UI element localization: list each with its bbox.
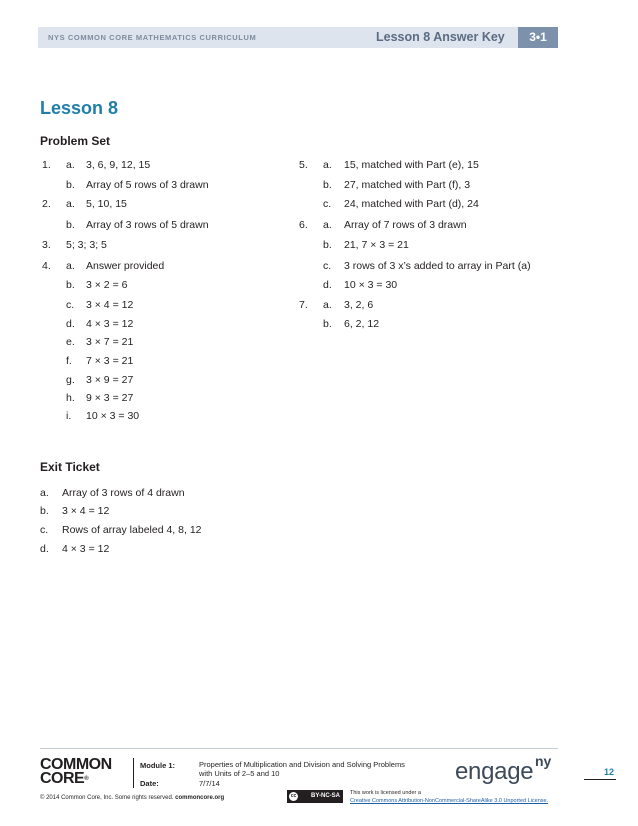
problem-number: 6.: [299, 219, 308, 231]
part-label: a.: [323, 219, 332, 231]
part-label: c.: [323, 260, 332, 272]
answer-text: 21, 7 × 3 = 21: [344, 239, 409, 251]
answer-text: 10 × 3 = 30: [344, 279, 398, 291]
cc-icon: cc: [290, 793, 297, 799]
part-label: b.: [66, 279, 75, 291]
license-link[interactable]: Creative Commons Attribution-NonCommercial-ShareAlike 3.0 Unported License.: [350, 798, 549, 804]
module-text-line-1: Properties of Multiplication and Division and Solving Problems: [199, 760, 405, 769]
footer-rule: [40, 748, 558, 749]
answer-text: Array of 7 rows of 3 drawn: [344, 219, 467, 231]
page-number-underline: [584, 779, 616, 780]
logo-line-1: COMMON: [40, 756, 112, 773]
page-number: 12: [603, 767, 614, 777]
answer-text: 3 × 2 = 6: [86, 279, 128, 291]
curriculum-title: NYS COMMON CORE MATHEMATICS CURRICULUM: [48, 33, 257, 42]
part-label: c.: [40, 524, 49, 536]
license-text: This work is licensed under a: [350, 790, 421, 796]
problem-number: 4.: [42, 260, 51, 272]
answer-text: 9 × 3 = 27: [86, 392, 134, 404]
answer-text: 15, matched with Part (e), 15: [344, 159, 479, 171]
date-value: 7/7/14: [199, 779, 220, 788]
problem-number: 1.: [42, 159, 51, 171]
problem-number: 2.: [42, 198, 51, 210]
problem-number: 7.: [299, 299, 308, 311]
part-label: c.: [323, 198, 332, 210]
module-label: Module 1:: [140, 761, 175, 770]
date-label: Date:: [140, 779, 159, 788]
answer-text: 3, 6, 9, 12, 15: [86, 159, 151, 171]
copyright-site-link[interactable]: commoncore.org: [175, 795, 225, 801]
part-label: b.: [40, 505, 49, 517]
engageny-logo-ny: ny: [535, 753, 552, 769]
answer-text: 27, matched with Part (f), 3: [344, 179, 471, 191]
answer-text: 3, 2, 6: [344, 299, 374, 311]
answer-text: 4 × 3 = 12: [86, 318, 134, 330]
answer-text: Array of 3 rows of 4 drawn: [62, 487, 185, 499]
registered-mark: ®: [84, 776, 89, 782]
part-label: b.: [66, 219, 75, 231]
part-label: e.: [66, 336, 75, 348]
part-label: b.: [323, 318, 332, 330]
answer-text: 4 × 3 = 12: [62, 543, 110, 555]
copyright-notice: © 2014 Common Core, Inc. Some rights reserved. commoncore.org: [40, 795, 225, 801]
exit-ticket-heading: Exit Ticket: [40, 460, 100, 474]
part-label: i.: [66, 410, 72, 422]
common-core-logo: [40, 758, 122, 786]
answer-text: 5; 3; 3; 5: [66, 239, 107, 251]
footer-divider: [133, 758, 134, 788]
answer-text: 6, 2, 12: [344, 318, 380, 330]
part-label: c.: [66, 299, 75, 311]
part-label: d.: [40, 543, 49, 555]
answer-text: 10 × 3 = 30: [86, 410, 140, 422]
part-label: d.: [66, 318, 75, 330]
module-text-line-2: with Units of 2–5 and 10: [199, 769, 280, 778]
part-label: a.: [323, 159, 332, 171]
answer-text: Array of 5 rows of 3 drawn: [86, 179, 209, 191]
part-label: h.: [66, 392, 75, 404]
grade-module-badge: 3•1: [518, 27, 558, 48]
part-label: g.: [66, 374, 75, 386]
answer-text: 3 × 9 = 27: [86, 374, 134, 386]
problem-number: 3.: [42, 239, 51, 251]
logo-line-2: CORE®: [40, 770, 89, 787]
answer-text: Rows of array labeled 4, 8, 12: [62, 524, 202, 536]
lesson-title: Lesson 8: [40, 98, 119, 118]
answer-text: 3 × 4 = 12: [62, 505, 110, 517]
part-label: b.: [66, 179, 75, 191]
part-label: a.: [66, 198, 75, 210]
problem-set-heading: Problem Set: [40, 134, 111, 148]
part-label: a.: [66, 260, 75, 272]
answer-text: 3 rows of 3 x’s added to array in Part (a): [344, 260, 531, 272]
module-description: [199, 760, 439, 778]
engageny-logo: engage: [455, 758, 534, 785]
answer-text: 5, 10, 15: [86, 198, 127, 210]
part-label: b.: [323, 239, 332, 251]
cc-license-badge: BY-NC-SA: [287, 790, 343, 803]
part-label: a.: [66, 159, 75, 171]
answer-text: Array of 3 rows of 5 drawn: [86, 219, 209, 231]
answer-key-title: Lesson 8 Answer Key: [376, 30, 505, 44]
part-label: f.: [66, 355, 72, 367]
answer-text: 3 × 4 = 12: [86, 299, 134, 311]
answer-text: 3 × 7 = 21: [86, 336, 134, 348]
problem-number: 5.: [299, 159, 308, 171]
part-label: a.: [40, 487, 49, 499]
part-label: d.: [323, 279, 332, 291]
answer-text: 7 × 3 = 21: [86, 355, 134, 367]
answer-text: 24, matched with Part (d), 24: [344, 198, 479, 210]
part-label: a.: [323, 299, 332, 311]
part-label: b.: [323, 179, 332, 191]
answer-text: Answer provided: [86, 260, 165, 272]
